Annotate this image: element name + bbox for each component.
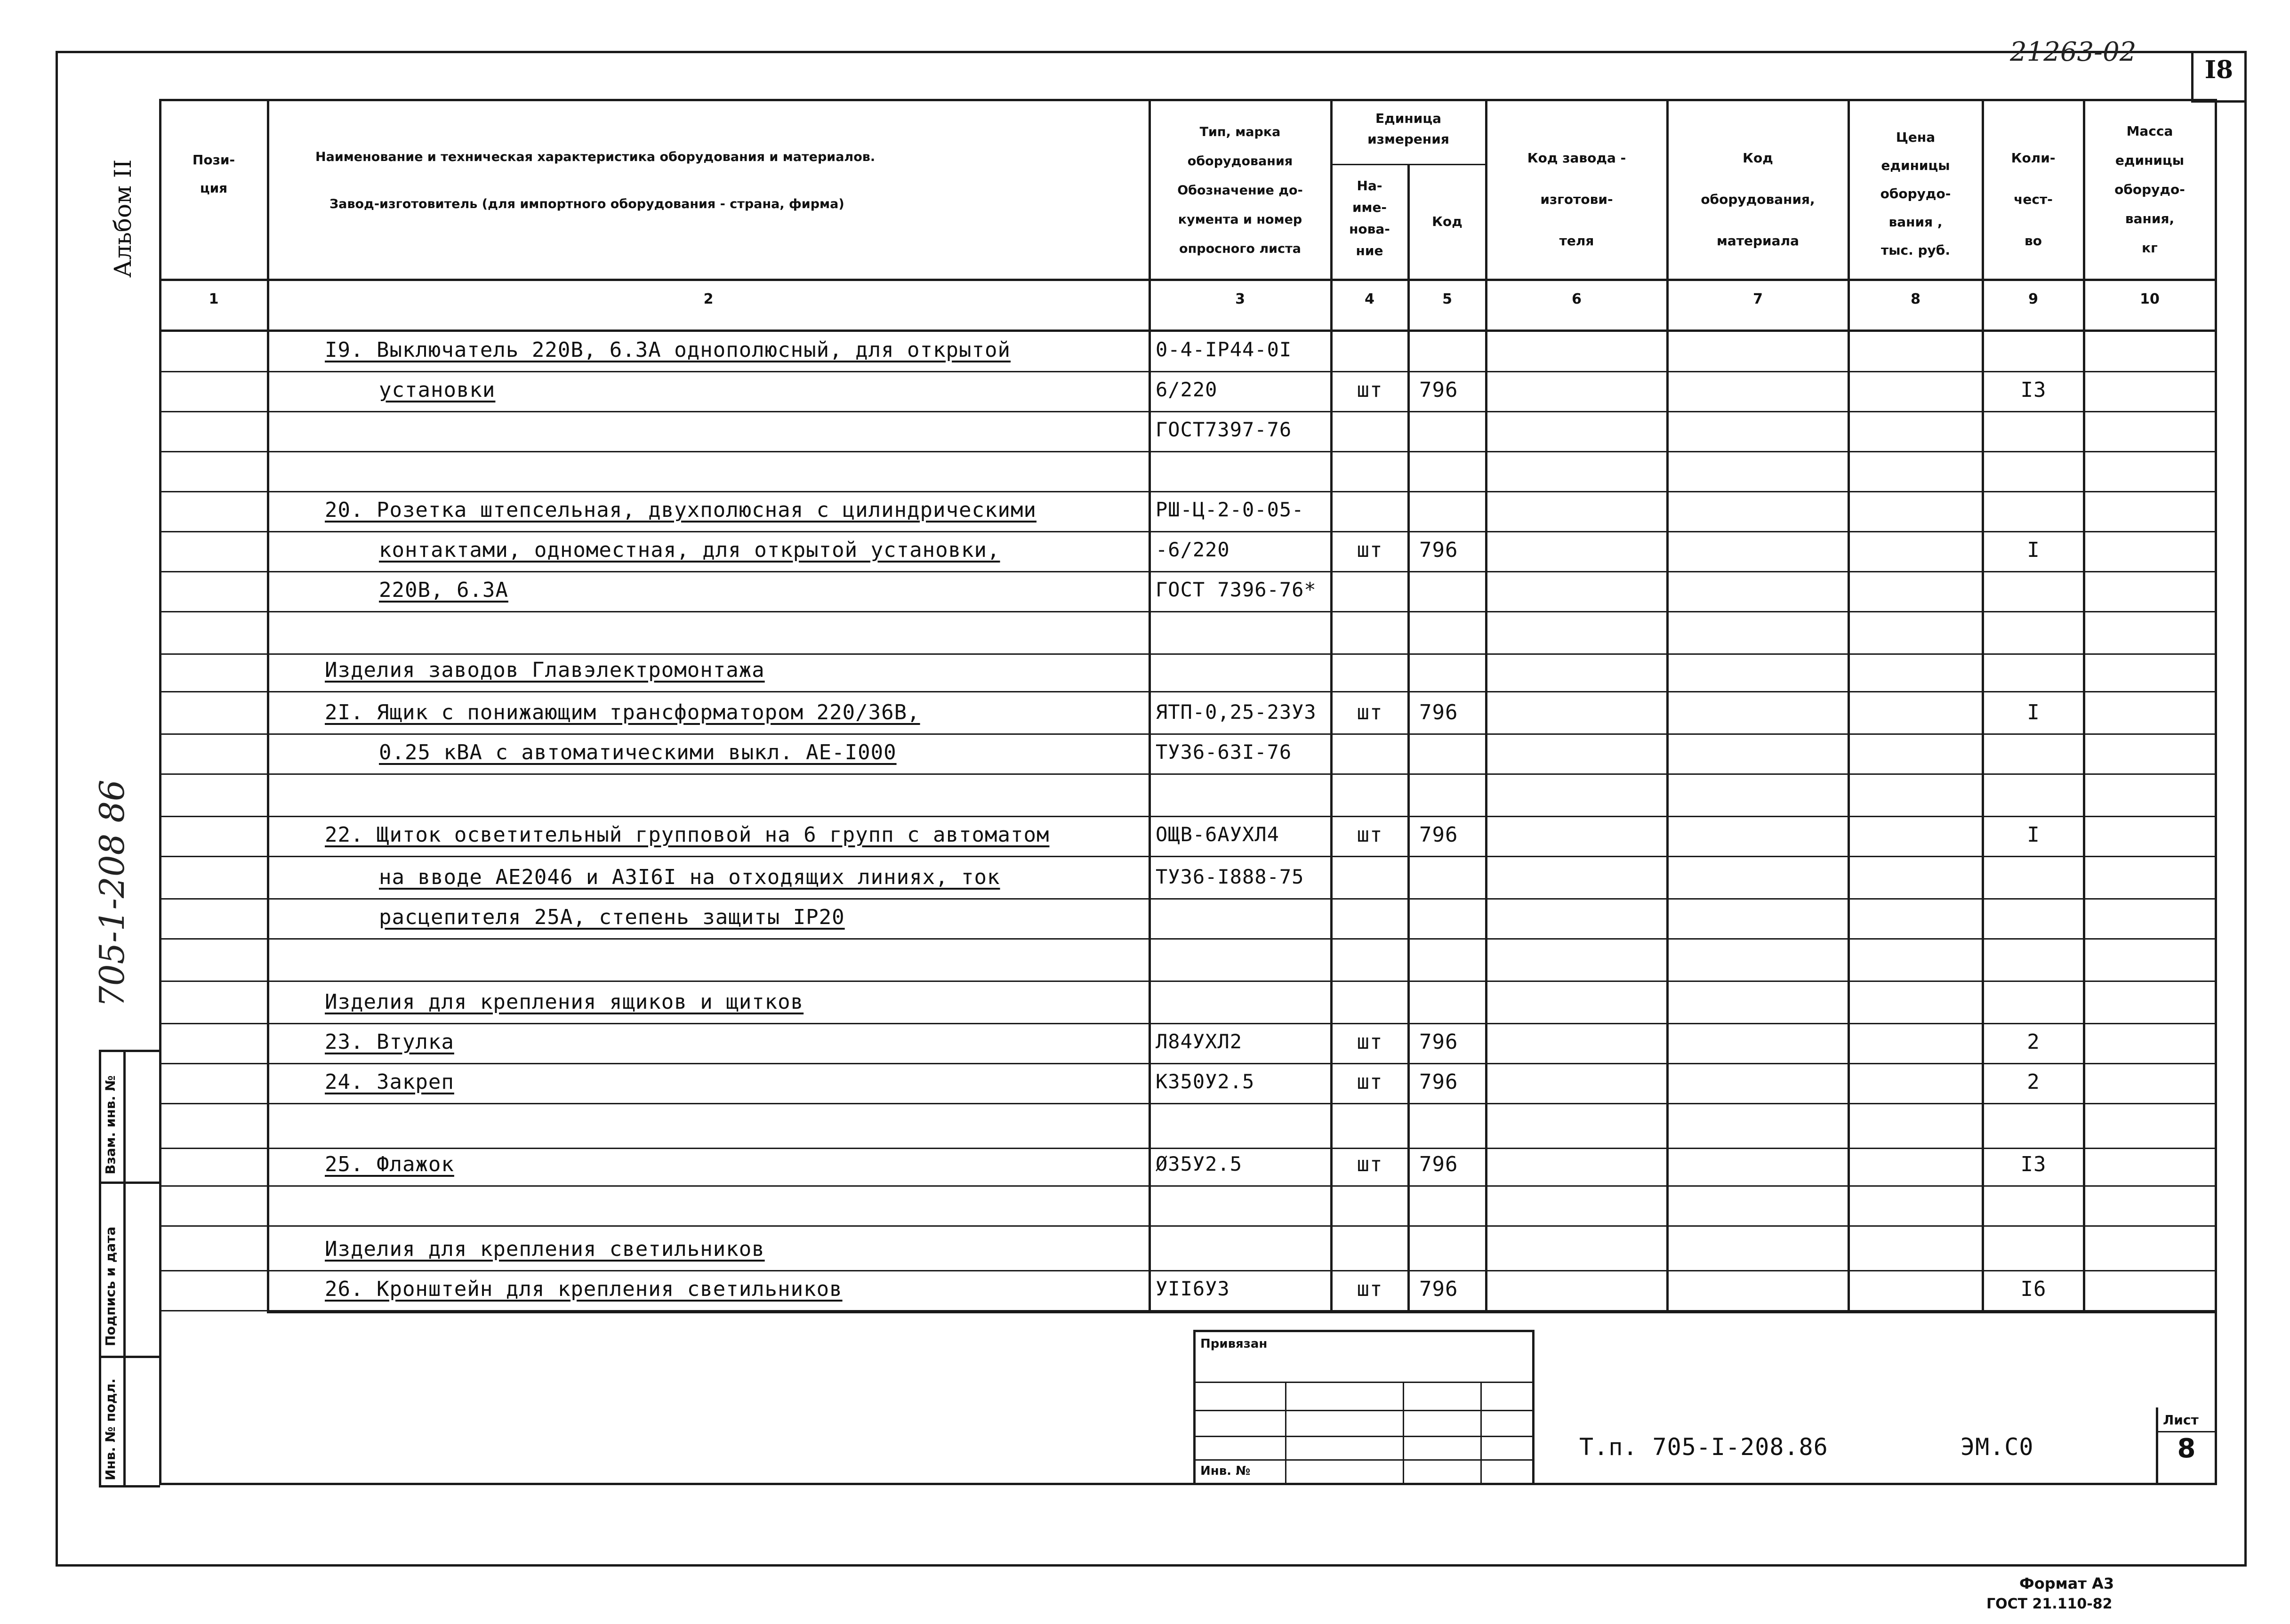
- row-rule: [160, 1185, 2216, 1187]
- header-col4: На- име- нова- ние: [1349, 178, 1390, 258]
- row-rule: [160, 411, 2216, 412]
- row-unit: шт: [1357, 1070, 1383, 1094]
- row-name: Изделия заводов Главэлектромонтажа: [325, 658, 765, 682]
- row-name: 220В, 6.3А: [379, 578, 508, 602]
- footer-format: Формат А3: [2019, 1575, 2114, 1592]
- row-rule: [160, 1310, 2216, 1311]
- header-unit-group: Единица измерения: [1367, 111, 1449, 147]
- row-name: контактами, одноместная, для открытой установки,: [379, 538, 1000, 562]
- side-stamp-left: [99, 1050, 101, 1487]
- row-code: 796: [1419, 1152, 1458, 1176]
- row-rule: [160, 816, 2216, 817]
- table-bottom-border: [159, 1483, 2217, 1485]
- col-div-1: [267, 99, 269, 1313]
- row-rule: [160, 691, 2216, 692]
- row-type: 6/220: [1156, 378, 1218, 401]
- row-rule: [160, 611, 2216, 612]
- document-mark: ЭМ.С0: [1961, 1433, 2034, 1461]
- row-type: Л84УХЛ2: [1156, 1030, 1243, 1053]
- colnum-6: 6: [1572, 291, 1582, 307]
- col-div-4: [1407, 164, 1410, 1313]
- col-div-2: [1149, 99, 1151, 1313]
- album-label: Альбом II: [109, 159, 137, 278]
- stamp-privyazan: Привязан: [1200, 1337, 1268, 1351]
- row-name: 26. Кронштейн для крепления светильников: [325, 1277, 843, 1301]
- col-div-6: [1666, 99, 1669, 1313]
- row-code: 796: [1419, 1030, 1458, 1054]
- row-rule: [160, 1023, 2216, 1024]
- row-qty: I6: [2020, 1277, 2047, 1301]
- row-unit: шт: [1357, 1152, 1383, 1176]
- header-col9: Коли- чест- во: [2011, 150, 2056, 249]
- stamp-col-3: [1480, 1382, 1482, 1484]
- side-stamp-mid: [123, 1050, 126, 1487]
- row-rule: [160, 371, 2216, 372]
- row-name: 24. Закреп: [325, 1070, 454, 1094]
- side-stamp-div1: [99, 1182, 160, 1184]
- row-code: 796: [1419, 538, 1458, 562]
- row-name: 23. Втулка: [325, 1030, 454, 1054]
- row-type: ГОСТ 7396-76*: [1156, 578, 1317, 601]
- table-top-border: [159, 99, 2217, 101]
- colnum-2: 2: [703, 291, 714, 307]
- row-name: Изделия для крепления ящиков и щитков: [325, 990, 804, 1014]
- colnum-9: 9: [2028, 291, 2038, 307]
- number-row-bottom: [159, 330, 2217, 332]
- top-code-handwritten: 21263-02: [2010, 37, 2137, 67]
- stamp-row-4: [1193, 1459, 1534, 1461]
- row-unit: шт: [1357, 378, 1383, 402]
- sheet-number: 8: [2177, 1433, 2196, 1464]
- row-qty: 2: [2027, 1030, 2040, 1054]
- header-col6: Код завода - изготови- теля: [1527, 150, 1626, 249]
- row-rule: [160, 733, 2216, 735]
- stamp-inv-no: Инв. №: [1200, 1464, 1251, 1478]
- row-name: на вводе АЕ2046 и А3I6I на отходящих линиях, ток: [379, 865, 1000, 889]
- outer-frame-top: [56, 51, 2247, 53]
- row-rule: [160, 491, 2216, 492]
- row-type: УII6У3: [1156, 1277, 1230, 1300]
- colnum-4: 4: [1365, 291, 1374, 307]
- header-col3: Тип, марка оборудования Обозначение до- кумента и номер опросного листа: [1177, 125, 1303, 256]
- row-rule: [160, 1148, 2216, 1149]
- side-label-signature-date: Подпись и дата: [103, 1226, 118, 1346]
- colnum-10: 10: [2140, 291, 2160, 307]
- colnum-1: 1: [209, 291, 219, 307]
- colnum-8: 8: [1911, 291, 1920, 307]
- outer-frame-bottom: [56, 1564, 2247, 1567]
- row-qty: I: [2027, 823, 2040, 847]
- row-type: К350У2.5: [1156, 1070, 1255, 1093]
- row-type: ГОСТ7397-76: [1156, 418, 1292, 441]
- row-name: I9. Выключатель 220В, 6.3А однополюсный, для открытой: [325, 338, 1011, 362]
- colnum-3: 3: [1235, 291, 1245, 307]
- row-type: 0-4-IP44-0I: [1156, 338, 1292, 361]
- row-name: 25. Флажок: [325, 1152, 454, 1176]
- stamp-row-3: [1193, 1436, 1534, 1437]
- row-unit: шт: [1357, 1277, 1383, 1301]
- unit-group-divider: [1330, 164, 1486, 165]
- header-col1: Пози- ция: [192, 152, 235, 196]
- row-type: ТУ36-63I-76: [1156, 740, 1292, 764]
- row-rule: [160, 1270, 2216, 1271]
- row-rule: [160, 856, 2216, 857]
- row-unit: шт: [1357, 1030, 1383, 1054]
- side-stamp-div2: [99, 1356, 160, 1358]
- row-type: ОЩВ-6АУХЛ4: [1156, 823, 1279, 846]
- row-type: РШ-Ц-2-0-05-: [1156, 498, 1304, 521]
- col-div-5: [1485, 99, 1487, 1313]
- row-unit: шт: [1357, 538, 1383, 562]
- row-name: 20. Розетка штепсельная, двухполюсная с цилиндрическими: [325, 498, 1037, 522]
- project-number-handwritten: 705-1-208 86: [92, 780, 132, 1007]
- row-rule: [160, 1103, 2216, 1104]
- sheet-corner-number: I8: [2204, 56, 2234, 84]
- row-rule: [160, 531, 2216, 532]
- stamp-col-1: [1285, 1382, 1286, 1484]
- row-name: 2I. Ящик с понижающим трансформатором 220/36В,: [325, 700, 920, 724]
- header-col8: Цена единицы оборудо- вания , тыс. руб.: [1880, 129, 1951, 258]
- header-col5: Код: [1432, 214, 1462, 229]
- stamp-box-right: [1532, 1330, 1535, 1485]
- colnum-7: 7: [1753, 291, 1763, 307]
- row-qty: I: [2027, 700, 2040, 724]
- row-name: 22. Щиток осветительный групповой на 6 групп с автоматом: [325, 823, 1050, 847]
- row-type: ТУ36-I888-75: [1156, 865, 1304, 888]
- row-type: -6/220: [1156, 538, 1230, 561]
- row-qty: I3: [2020, 1152, 2047, 1176]
- header-col2-line1: Наименование и техническая характеристика оборудования и материалов.: [315, 150, 876, 164]
- footer-gost: ГОСТ 21.110-82: [1986, 1596, 2113, 1612]
- header-col2-line2: Завод-изготовитель (для импортного оборудования - страна, фирма): [329, 197, 844, 211]
- document-code: Т.п. 705-I-208.86: [1579, 1433, 1828, 1461]
- header-bottom-border: [159, 279, 2217, 281]
- stamp-box-top: [1193, 1330, 1535, 1332]
- row-name: Изделия для крепления светильников: [325, 1237, 765, 1261]
- row-name: 0.25 кВА с автоматическими выкл. АЕ-I000: [379, 740, 897, 764]
- row-code: 796: [1419, 1070, 1458, 1094]
- row-qty: I3: [2020, 378, 2047, 402]
- row-rule: [160, 938, 2216, 940]
- row-code: 796: [1419, 1277, 1458, 1301]
- row-unit: шт: [1357, 700, 1383, 724]
- row-rule: [160, 981, 2216, 982]
- row-unit: шт: [1357, 823, 1383, 847]
- side-stamp-bottom: [99, 1485, 160, 1487]
- sheet-label: Лист: [2163, 1412, 2199, 1428]
- stamp-box-left: [1193, 1330, 1196, 1485]
- row-code: 796: [1419, 700, 1458, 724]
- row-name: установки: [379, 378, 496, 402]
- side-label-vzam-inv: Взам. инв. №: [103, 1075, 118, 1174]
- row-qty: 2: [2027, 1070, 2040, 1094]
- row-qty: I: [2027, 538, 2040, 562]
- stamp-row-1: [1193, 1382, 1534, 1383]
- stamp-row-2: [1193, 1410, 1534, 1411]
- stamp-col-2: [1403, 1382, 1404, 1484]
- row-code: 796: [1419, 823, 1458, 847]
- col-div-7: [1848, 99, 1850, 1313]
- side-stamp-top: [99, 1050, 160, 1052]
- outer-frame-right: [2244, 51, 2247, 1567]
- row-rule: [160, 1225, 2216, 1227]
- header-col7: Код оборудования, материала: [1701, 150, 1815, 249]
- row-rule: [160, 1063, 2216, 1064]
- row-type: ЯТП-0,25-23У3: [1156, 700, 1317, 724]
- row-rule: [160, 653, 2216, 655]
- row-rule: [160, 773, 2216, 775]
- col-div-9: [2083, 99, 2085, 1313]
- row-type: Ø35У2.5: [1156, 1152, 1243, 1175]
- row-rule: [160, 451, 2216, 452]
- outer-frame-left: [56, 51, 58, 1567]
- row-rule: [160, 898, 2216, 900]
- sheet-box-divider: [2156, 1431, 2216, 1432]
- side-label-inv-podl: Инв. № подл.: [103, 1378, 118, 1480]
- row-code: 796: [1419, 378, 1458, 402]
- row-rule: [160, 571, 2216, 572]
- colnum-5: 5: [1442, 291, 1452, 307]
- header-col10: Масса единицы оборудо- вания, кг: [2114, 123, 2185, 256]
- row-name: расцепителя 25А, степень защиты IP20: [379, 905, 845, 929]
